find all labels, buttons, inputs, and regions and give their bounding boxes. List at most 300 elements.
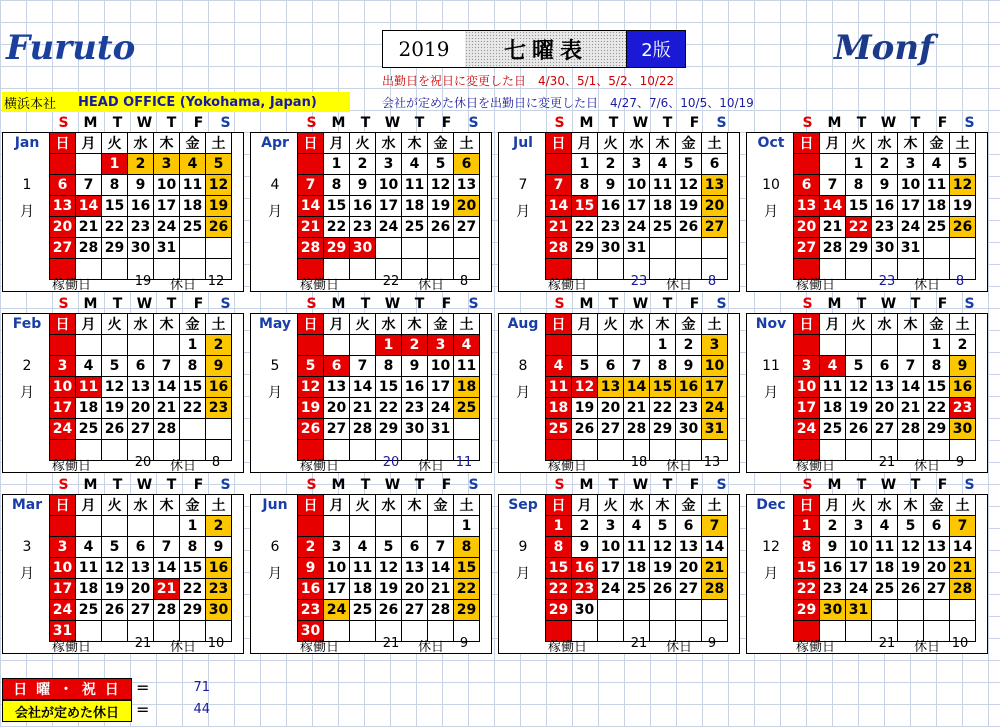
month-kanji: 月 — [516, 204, 530, 220]
day-cell: 23 — [402, 398, 428, 419]
day-cell: 9 — [572, 537, 598, 558]
day-cell: 12 — [950, 175, 976, 196]
month-kanji: 月 — [516, 566, 530, 582]
day-cell: 14 — [702, 537, 728, 558]
day-cell: 20 — [924, 558, 950, 579]
day-cell: 14 — [624, 377, 650, 398]
day-cell: 25 — [650, 217, 676, 238]
weekday-letter: S — [306, 477, 317, 493]
work-days-count: 20 — [382, 455, 400, 470]
day-cell: 27 — [402, 600, 428, 621]
weekday-header: 土 — [950, 314, 976, 335]
empty-cell — [154, 516, 180, 537]
day-cell: 8 — [376, 356, 402, 377]
day-cell: 14 — [950, 537, 976, 558]
weekday-header: 水 — [376, 314, 402, 335]
weekday-letter: F — [441, 477, 452, 493]
month-box — [250, 313, 492, 473]
day-cell: 29 — [650, 419, 676, 440]
day-cell: 22 — [324, 217, 350, 238]
off-days-label: 休日 — [169, 459, 196, 474]
day-cell: 3 — [376, 154, 402, 175]
day-cell: 1 — [924, 335, 950, 356]
day-cell: 26 — [102, 419, 128, 440]
day-cell: 10 — [624, 175, 650, 196]
day-cell: 4 — [454, 335, 480, 356]
day-cell: 22 — [546, 579, 572, 600]
day-cell: 18 — [924, 196, 950, 217]
day-cell: 30 — [872, 238, 898, 259]
weekday-letter: T — [112, 477, 123, 493]
day-cell: 6 — [702, 154, 728, 175]
empty-cell — [350, 516, 376, 537]
day-cell: 8 — [794, 537, 820, 558]
weekday-letter: S — [716, 296, 727, 312]
weekday-letter: W — [384, 115, 401, 131]
off-days-count: 11 — [455, 455, 473, 470]
day-cell: 29 — [572, 238, 598, 259]
day-cell: 14 — [350, 377, 376, 398]
day-cell: 25 — [872, 579, 898, 600]
day-cell: 29 — [846, 238, 872, 259]
day-grid — [297, 132, 480, 280]
day-cell: 18 — [624, 558, 650, 579]
day-cell: 28 — [350, 419, 376, 440]
day-cell: 27 — [128, 600, 154, 621]
empty-cell — [454, 238, 480, 259]
work-days-count: 21 — [630, 636, 648, 651]
weekday-letter: T — [608, 115, 619, 131]
work-days-label: 稼働日 — [52, 278, 92, 293]
day-cell: 6 — [598, 356, 624, 377]
day-cell: 21 — [428, 579, 454, 600]
day-cell: 11 — [350, 558, 376, 579]
month-name: Jul — [513, 135, 533, 151]
day-cell: 18 — [76, 398, 102, 419]
weekday-header: 土 — [950, 495, 976, 516]
work-days-label: 稼働日 — [52, 459, 92, 474]
weekday-header: 日 — [794, 133, 820, 154]
weekday-header: 水 — [872, 495, 898, 516]
empty-cell — [298, 335, 324, 356]
day-cell: 23 — [676, 398, 702, 419]
day-cell: 7 — [820, 175, 846, 196]
month-number: 1 — [22, 177, 32, 193]
day-cell: 20 — [794, 217, 820, 238]
day-cell: 16 — [572, 558, 598, 579]
month-block-jun — [250, 476, 490, 656]
day-cell: 27 — [50, 238, 76, 259]
day-cell: 15 — [180, 377, 206, 398]
day-cell: 18 — [650, 196, 676, 217]
empty-cell — [924, 238, 950, 259]
day-cell: 25 — [350, 600, 376, 621]
weekday-letter: S — [220, 477, 231, 493]
weekday-letter: W — [880, 296, 897, 312]
weekday-header: 土 — [702, 314, 728, 335]
weekday-header: 金 — [180, 495, 206, 516]
weekday-letter: T — [608, 477, 619, 493]
day-cell: 15 — [102, 196, 128, 217]
day-cell: 9 — [598, 175, 624, 196]
day-cell: 15 — [454, 558, 480, 579]
empty-cell — [650, 600, 676, 621]
weekday-letter: M — [827, 296, 842, 312]
day-cell: 28 — [154, 600, 180, 621]
weekday-letter: W — [880, 477, 897, 493]
weekday-letter: F — [441, 115, 452, 131]
day-cell: 26 — [898, 579, 924, 600]
empty-cell — [846, 335, 872, 356]
weekday-letter: T — [360, 115, 371, 131]
day-cell: 5 — [846, 356, 872, 377]
weekday-header: 日 — [546, 133, 572, 154]
weekday-letter: W — [632, 296, 649, 312]
day-cell: 16 — [298, 579, 324, 600]
day-cell: 22 — [924, 398, 950, 419]
day-cell: 5 — [650, 516, 676, 537]
weekday-header: 木 — [650, 133, 676, 154]
weekday-letter: M — [827, 477, 842, 493]
day-cell: 7 — [154, 356, 180, 377]
off-days-label: 休日 — [417, 459, 444, 474]
work-days-count: 21 — [878, 455, 896, 470]
weekday-letter: T — [414, 296, 425, 312]
day-cell: 13 — [324, 377, 350, 398]
day-cell: 12 — [676, 175, 702, 196]
empty-cell — [428, 516, 454, 537]
work-days-count: 18 — [630, 455, 648, 470]
off-days-count: 8 — [707, 274, 717, 289]
weekday-header: 木 — [154, 495, 180, 516]
day-cell: 12 — [102, 377, 128, 398]
empty-cell — [794, 335, 820, 356]
empty-cell — [598, 335, 624, 356]
day-cell: 18 — [546, 398, 572, 419]
day-cell: 17 — [50, 398, 76, 419]
weekday-header: 金 — [924, 314, 950, 335]
day-cell: 18 — [454, 377, 480, 398]
day-cell: 4 — [402, 154, 428, 175]
weekday-letters — [50, 476, 239, 494]
day-cell: 30 — [572, 600, 598, 621]
day-cell: 6 — [50, 175, 76, 196]
work-days-label: 稼働日 — [300, 459, 340, 474]
month-name: Jan — [14, 135, 40, 151]
day-cell: 9 — [298, 558, 324, 579]
weekday-letter: W — [632, 115, 649, 131]
day-cell: 15 — [650, 377, 676, 398]
day-cell: 21 — [950, 558, 976, 579]
day-cell: 13 — [872, 377, 898, 398]
day-cell: 5 — [572, 356, 598, 377]
day-cell: 7 — [898, 356, 924, 377]
day-cell: 25 — [180, 217, 206, 238]
day-cell: 27 — [872, 419, 898, 440]
day-cell: 18 — [872, 558, 898, 579]
day-cell: 5 — [206, 154, 232, 175]
day-cell: 2 — [598, 154, 624, 175]
weekday-header: 日 — [794, 495, 820, 516]
empty-cell — [128, 335, 154, 356]
day-cell: 24 — [324, 600, 350, 621]
office-name-en: HEAD OFFICE (Yokohama, Japan) — [78, 94, 317, 110]
weekday-letter: F — [937, 296, 948, 312]
day-cell: 3 — [324, 537, 350, 558]
day-cell: 29 — [454, 600, 480, 621]
day-cell: 6 — [128, 537, 154, 558]
weekday-header: 木 — [402, 314, 428, 335]
day-cell: 25 — [454, 398, 480, 419]
day-cell: 31 — [50, 621, 76, 642]
weekday-header: 火 — [350, 314, 376, 335]
weekday-header: 火 — [846, 495, 872, 516]
off-days-count: 10 — [207, 636, 225, 651]
day-cell: 20 — [50, 217, 76, 238]
weekday-header: 月 — [572, 314, 598, 335]
day-cell: 28 — [950, 579, 976, 600]
weekday-header: 水 — [128, 133, 154, 154]
day-grid — [49, 313, 232, 461]
day-cell: 11 — [402, 175, 428, 196]
sunday-holiday-total: 71 — [193, 680, 210, 695]
day-cell: 10 — [598, 537, 624, 558]
weekday-letter: F — [441, 296, 452, 312]
weekday-header: 月 — [76, 495, 102, 516]
work-days-count: 23 — [878, 274, 896, 289]
off-days-count: 8 — [955, 274, 965, 289]
work-days-count: 21 — [878, 636, 896, 651]
weekday-letter: T — [856, 296, 867, 312]
month-footer — [300, 455, 490, 474]
weekday-header: 火 — [598, 133, 624, 154]
empty-cell — [206, 419, 232, 440]
work-days-count: 23 — [630, 274, 648, 289]
weekday-header: 金 — [180, 314, 206, 335]
weekday-letter: S — [964, 296, 975, 312]
empty-cell — [50, 516, 76, 537]
company-holiday-total: 44 — [193, 702, 210, 717]
day-cell: 2 — [950, 335, 976, 356]
month-kanji: 月 — [764, 204, 778, 220]
day-cell: 19 — [102, 579, 128, 600]
title-box — [382, 30, 628, 68]
day-cell: 13 — [794, 196, 820, 217]
weekday-header: 火 — [598, 495, 624, 516]
month-kanji: 月 — [20, 204, 34, 220]
weekday-letter: S — [802, 477, 813, 493]
day-cell: 15 — [794, 558, 820, 579]
day-cell: 19 — [950, 196, 976, 217]
day-cell: 3 — [624, 154, 650, 175]
weekday-header: 水 — [376, 133, 402, 154]
day-cell: 20 — [676, 558, 702, 579]
day-cell: 2 — [206, 516, 232, 537]
equals-sign: = — [136, 678, 150, 697]
month-box — [2, 132, 244, 292]
day-cell: 27 — [794, 238, 820, 259]
weekday-letter: M — [331, 477, 346, 493]
day-cell: 1 — [794, 516, 820, 537]
empty-cell — [102, 516, 128, 537]
day-cell: 23 — [598, 217, 624, 238]
day-cell: 14 — [154, 558, 180, 579]
day-cell: 18 — [820, 398, 846, 419]
day-cell: 22 — [846, 217, 872, 238]
day-cell: 26 — [206, 217, 232, 238]
weekday-letter: M — [83, 477, 98, 493]
day-cell: 7 — [76, 175, 102, 196]
day-cell: 6 — [128, 356, 154, 377]
day-cell: 3 — [50, 356, 76, 377]
day-cell: 16 — [950, 377, 976, 398]
day-cell: 14 — [820, 196, 846, 217]
day-cell: 4 — [650, 154, 676, 175]
weekday-letter: F — [689, 477, 700, 493]
weekday-letters — [794, 476, 983, 494]
month-box — [2, 494, 244, 654]
off-days-label: 休日 — [417, 278, 444, 293]
day-cell: 3 — [846, 516, 872, 537]
off-days-count: 12 — [207, 274, 225, 289]
day-cell: 11 — [76, 558, 102, 579]
weekday-letter: W — [136, 115, 153, 131]
day-cell: 20 — [454, 196, 480, 217]
weekday-header: 金 — [676, 133, 702, 154]
day-cell: 22 — [376, 398, 402, 419]
day-cell: 10 — [846, 537, 872, 558]
day-cell: 7 — [702, 516, 728, 537]
day-cell: 13 — [454, 175, 480, 196]
weekday-letters — [546, 114, 735, 132]
day-cell: 9 — [820, 537, 846, 558]
day-cell: 25 — [820, 419, 846, 440]
day-cell: 16 — [128, 196, 154, 217]
empty-cell — [572, 335, 598, 356]
empty-cell — [128, 516, 154, 537]
day-cell: 9 — [128, 175, 154, 196]
day-cell: 19 — [650, 558, 676, 579]
weekday-header: 日 — [794, 314, 820, 335]
day-cell: 17 — [324, 579, 350, 600]
weekday-letter: S — [964, 115, 975, 131]
day-grid — [545, 494, 728, 642]
day-cell: 28 — [624, 419, 650, 440]
day-cell: 24 — [702, 398, 728, 419]
day-cell: 5 — [102, 356, 128, 377]
day-cell: 8 — [650, 356, 676, 377]
weekday-letter: T — [360, 477, 371, 493]
empty-cell — [298, 516, 324, 537]
weekday-letter: S — [716, 115, 727, 131]
day-cell: 8 — [102, 175, 128, 196]
weekday-letter: S — [58, 296, 69, 312]
work-days-label: 稼働日 — [52, 640, 92, 655]
weekday-letter: S — [964, 477, 975, 493]
weekday-letter: M — [83, 296, 98, 312]
office-name-jp: 横浜本社 — [4, 96, 57, 112]
day-cell: 17 — [598, 558, 624, 579]
empty-cell — [402, 516, 428, 537]
month-block-apr — [250, 114, 490, 294]
weekday-header: 金 — [676, 495, 702, 516]
day-cell: 28 — [702, 579, 728, 600]
weekday-letter: W — [384, 477, 401, 493]
day-cell: 13 — [128, 377, 154, 398]
weekday-letter: S — [220, 115, 231, 131]
day-cell: 30 — [402, 419, 428, 440]
day-cell: 29 — [376, 419, 402, 440]
day-cell: 14 — [76, 196, 102, 217]
day-cell: 26 — [298, 419, 324, 440]
weekday-letters — [546, 295, 735, 313]
day-cell: 25 — [76, 419, 102, 440]
off-days-label: 休日 — [169, 640, 196, 655]
weekday-header: 月 — [820, 495, 846, 516]
day-cell: 3 — [428, 335, 454, 356]
day-cell: 26 — [676, 217, 702, 238]
empty-cell — [898, 600, 924, 621]
empty-cell — [50, 335, 76, 356]
weekday-letters — [50, 114, 239, 132]
empty-cell — [376, 516, 402, 537]
day-cell: 5 — [428, 154, 454, 175]
day-cell: 31 — [702, 419, 728, 440]
day-cell: 15 — [180, 558, 206, 579]
day-cell: 29 — [324, 238, 350, 259]
day-cell: 3 — [598, 516, 624, 537]
day-cell: 8 — [572, 175, 598, 196]
empty-cell — [950, 600, 976, 621]
day-cell: 3 — [898, 154, 924, 175]
weekday-letters — [794, 114, 983, 132]
day-cell: 19 — [102, 398, 128, 419]
day-cell: 7 — [298, 175, 324, 196]
weekday-letter: S — [306, 115, 317, 131]
empty-cell — [624, 600, 650, 621]
day-cell: 13 — [676, 537, 702, 558]
day-cell: 25 — [402, 217, 428, 238]
day-cell: 22 — [572, 217, 598, 238]
day-cell: 3 — [794, 356, 820, 377]
day-cell: 28 — [546, 238, 572, 259]
empty-cell — [76, 335, 102, 356]
day-cell: 23 — [872, 217, 898, 238]
day-cell: 6 — [676, 516, 702, 537]
month-footer — [52, 636, 242, 655]
day-cell: 1 — [324, 154, 350, 175]
day-cell: 9 — [350, 175, 376, 196]
weekday-letter: S — [306, 296, 317, 312]
empty-cell — [154, 335, 180, 356]
day-cell: 14 — [898, 377, 924, 398]
day-cell: 12 — [376, 558, 402, 579]
day-cell: 6 — [324, 356, 350, 377]
day-cell: 23 — [206, 398, 232, 419]
weekday-letter: T — [910, 296, 921, 312]
office-banner — [2, 92, 350, 112]
day-cell: 19 — [846, 398, 872, 419]
day-cell: 30 — [128, 238, 154, 259]
weekday-header: 木 — [898, 133, 924, 154]
month-box — [746, 313, 988, 473]
day-cell: 25 — [924, 217, 950, 238]
weekday-letter: S — [58, 115, 69, 131]
weekday-header: 水 — [624, 133, 650, 154]
weekday-header: 火 — [102, 133, 128, 154]
month-block-mar — [2, 476, 242, 656]
empty-cell — [950, 238, 976, 259]
